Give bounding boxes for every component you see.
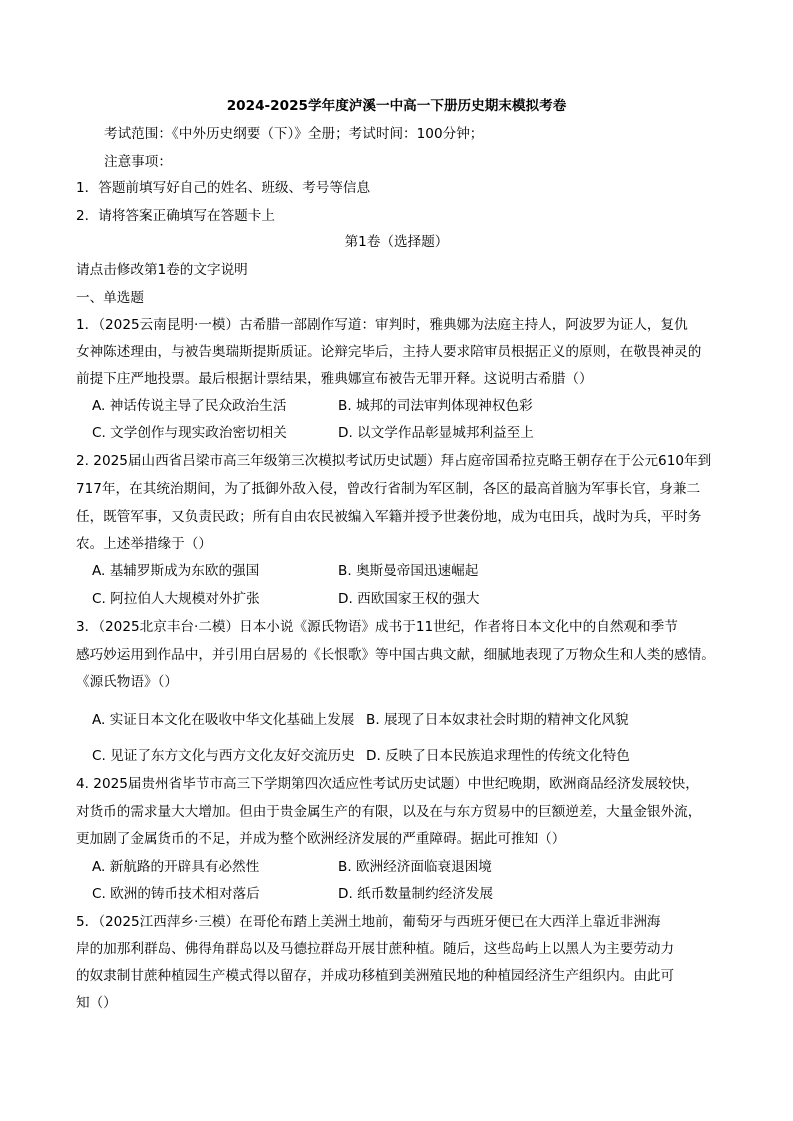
option-d[interactable]: D. 纸币数量制约经济发展 bbox=[338, 886, 494, 902]
question-line: 农。上述举措缘于（） bbox=[76, 536, 212, 552]
option-a[interactable]: A. 新航路的开辟具有必然性 bbox=[92, 859, 260, 875]
option-b[interactable]: B. 奥斯曼帝国迅速崛起 bbox=[338, 563, 479, 579]
question-line: 《源氏物语》（） bbox=[76, 674, 178, 690]
option-d[interactable]: D. 反映了日本民族追求理性的传统文化特色 bbox=[366, 748, 630, 764]
question-line: 任，既管军事，又负责民政；所有自由农民被编入军籍并授予世袭份地，成为屯田兵，战时为兵，平时务 bbox=[76, 509, 702, 525]
question-line: 2. 2025届山西省吕梁市高三年级第三次模拟考试历史试题）拜占庭帝国希拉克略王朝存在于公元610年到 bbox=[76, 453, 712, 469]
question-line: 1．（2025云南昆明·一模）古希腊一部剧作写道：审判时，雅典娜为法庭主持人，阿波罗为证人，复仇 bbox=[76, 317, 688, 333]
option-c[interactable]: C. 阿拉伯人大规模对外扩张 bbox=[92, 591, 260, 607]
exam-title: 2024-2025学年度泸溪一中高一下册历史期末模拟考卷 bbox=[226, 98, 567, 114]
question-line: 对货币的需求量大大增加。但由于贵金属生产的有限，以及在与东方贸易中的巨额逆差，大量金银外流， bbox=[76, 804, 702, 820]
option-b[interactable]: B. 欧洲经济面临衰退困境 bbox=[338, 859, 492, 875]
question-line: 女神陈述理由，与被告奥瑞斯提斯质证。论辩完毕后，主持人要求陪审员根据正义的原则，在敬畏神灵的 bbox=[76, 344, 702, 360]
option-a[interactable]: A. 神话传说主导了民众政治生活 bbox=[92, 398, 287, 414]
question-line: 的奴隶制甘蔗种植园生产模式得以留存，并成功移植到美洲殖民地的种植园经济生产组织内。由此可 bbox=[76, 968, 675, 984]
notice-item: 2．请将答案正确填写在答题卡上 bbox=[76, 208, 275, 224]
volume-title: 第1卷（选择题） bbox=[344, 234, 449, 250]
option-a[interactable]: A. 基辅罗斯成为东欧的强国 bbox=[92, 563, 260, 579]
exam-info: 考试范围：《中外历史纲要（下）》全册；考试时间：100分钟； bbox=[104, 126, 484, 142]
option-a[interactable]: A. 实证日本文化在吸收中华文化基础上发展 bbox=[92, 712, 355, 728]
option-d[interactable]: D. 西欧国家王权的强大 bbox=[338, 591, 480, 607]
option-c[interactable]: C. 文学创作与现实政治密切相关 bbox=[92, 425, 287, 441]
question-line: 3．（2025北京丰台·二模）日本小说《源氏物语》成书于11世纪，作者将日本文化中的自然观和季节 bbox=[76, 619, 678, 635]
question-line: 岸的加那利群岛、佛得角群岛以及马德拉群岛开展甘蔗种植。随后，这些岛屿上以黑人为主要劳动力 bbox=[76, 941, 675, 957]
question-line: 知（） bbox=[76, 995, 117, 1011]
question-line: 前提下庄严地投票。最后根据计票结果，雅典娜宣布被告无罪开释。这说明古希腊（） bbox=[76, 371, 593, 387]
part-title: 一、单选题 bbox=[76, 290, 144, 306]
question-line: 感巧妙运用到作品中，并引用白居易的《长恨歌》等中国古典文献，细腻地表现了万物众生和人类的感情。 bbox=[76, 647, 715, 663]
question-line: 4. 2025届贵州省毕节市高三下学期第四次适应性考试历史试题）中世纪晚期，欧洲商品经济发展较快， bbox=[76, 776, 699, 792]
volume-note: 请点击修改第1卷的文字说明 bbox=[76, 262, 248, 278]
option-c[interactable]: C. 见证了东方文化与西方文化友好交流历史 bbox=[92, 748, 355, 764]
option-b[interactable]: B. 展现了日本奴隶社会时期的精神文化风貌 bbox=[366, 712, 629, 728]
notice-heading: 注意事项： bbox=[104, 154, 172, 170]
question-line: 717年，在其统治期间，为了抵御外敌入侵，曾改行省制为军区制，各区的最高首脑为军事长官，身兼二 bbox=[76, 481, 701, 497]
option-b[interactable]: B. 城邦的司法审判体现神权色彩 bbox=[338, 398, 533, 414]
option-c[interactable]: C. 欧洲的铸币技术相对落后 bbox=[92, 886, 260, 902]
question-line: 5．（2025江西萍乡·三模）在哥伦布踏上美洲土地前，葡萄牙与西班牙便已在大西洋上靠近非洲海 bbox=[76, 914, 661, 930]
option-d[interactable]: D. 以文学作品彰显城邦利益至上 bbox=[338, 425, 534, 441]
question-line: 更加剧了金属货币的不足，并成为整个欧洲经济发展的严重障碍。据此可推知（） bbox=[76, 831, 566, 847]
notice-item: 1．答题前填写好自己的姓名、班级、考号等信息 bbox=[76, 180, 371, 196]
